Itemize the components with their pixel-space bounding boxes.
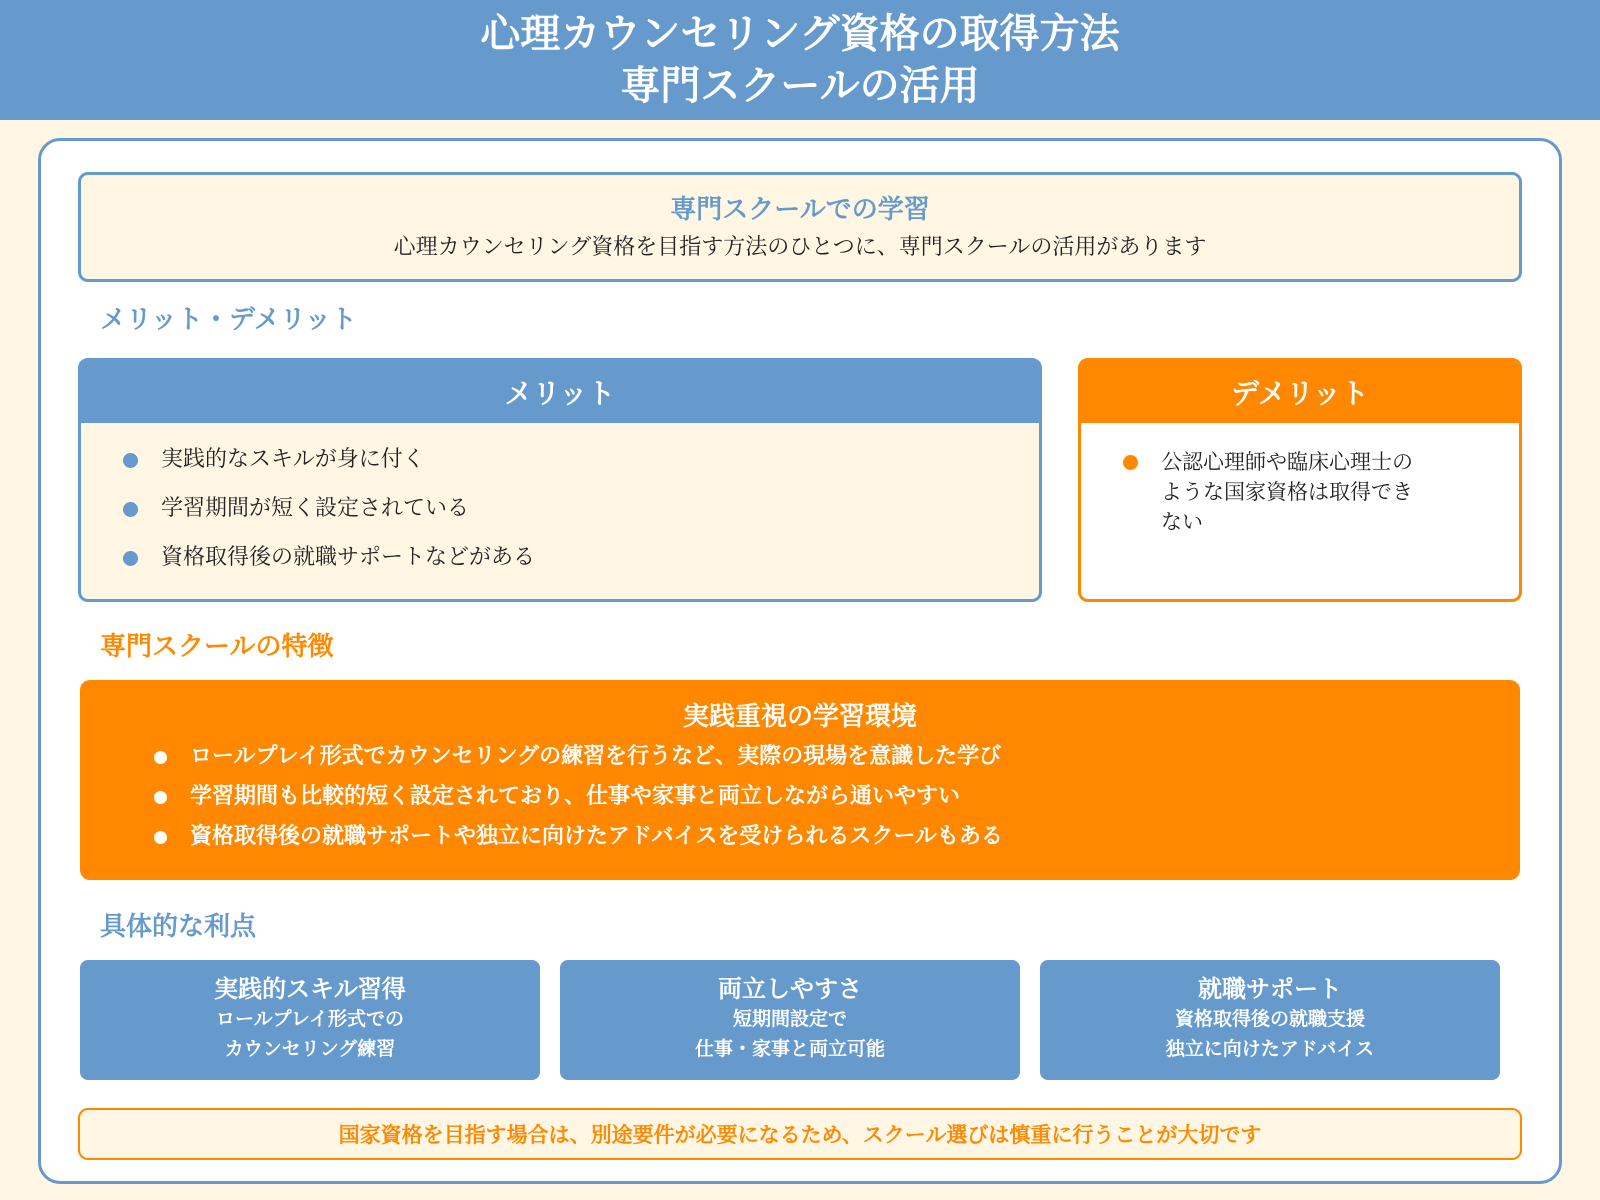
- demerit-card: [1078, 358, 1522, 602]
- benefit-line: 独立に向けたアドバイス: [1165, 1038, 1375, 1060]
- merit-card-title: メリット: [81, 361, 1039, 423]
- bullet-dot-icon: [1123, 455, 1138, 470]
- intro-title: 専門スクールでの学習: [670, 195, 930, 225]
- benefit-line: ロールプレイ形式での: [216, 1008, 404, 1030]
- caution-note: 国家資格を目指す場合は、別途要件が必要になるため、スクール選びは慎重に行うことが大切です: [78, 1108, 1522, 1160]
- feature-item-text: ロールプレイ形式でカウンセリングの練習を行うなど、実際の現場を意識した学び: [190, 744, 1002, 769]
- list-item: [121, 543, 1039, 573]
- benefit-line: カウンセリング練習: [224, 1038, 396, 1060]
- merit-item-text: 資格取得後の就職サポートなどがある: [161, 545, 536, 570]
- benefit-line: 仕事・家事と両立可能: [694, 1038, 885, 1060]
- feature-box: [80, 680, 1520, 880]
- list-item: [152, 782, 1520, 812]
- list-item: [152, 822, 1520, 852]
- section-label-benefits: 具体的な利点: [100, 912, 257, 942]
- merit-list: [81, 423, 1039, 573]
- feature-item-text: 資格取得後の就職サポートや独立に向けたアドバイスを受けられるスクールもある: [190, 824, 1003, 849]
- benefit-card: [1040, 960, 1500, 1080]
- demerit-item-text: 公認心理師や臨床心理士のような国家資格は取得できない: [1161, 450, 1413, 534]
- demerit-list: [1081, 423, 1519, 537]
- bullet-dot-icon: [154, 791, 167, 804]
- list-item: [1121, 447, 1421, 537]
- feature-title: 実践重視の学習環境: [682, 702, 917, 732]
- benefit-line: 短期間設定で: [732, 1008, 847, 1030]
- bullet-dot-icon: [123, 551, 138, 566]
- page-title-line2: 専門スクールの活用: [620, 63, 980, 109]
- page-header: [0, 0, 1600, 120]
- benefit-line: 資格取得後の就職支援: [1174, 1008, 1365, 1030]
- bullet-dot-icon: [154, 751, 167, 764]
- merit-card: [78, 358, 1042, 602]
- section-label-merit-demerit: メリット・デメリット: [100, 305, 357, 335]
- feature-item-text: 学習期間も比較的短く設定されており、仕事や家事と両立しながら通いやすい: [190, 784, 961, 809]
- bullet-dot-icon: [123, 453, 138, 468]
- list-item: [121, 494, 1039, 524]
- demerit-card-title: デメリット: [1081, 361, 1519, 423]
- feature-list: [80, 734, 1520, 852]
- merit-item-text: 学習期間が短く設定されている: [161, 496, 470, 521]
- benefit-title: 両立しやすさ: [718, 975, 862, 1003]
- bullet-dot-icon: [154, 831, 167, 844]
- bullet-dot-icon: [123, 502, 138, 517]
- section-label-features: 専門スクールの特徴: [100, 632, 334, 662]
- intro-box: [78, 172, 1522, 282]
- benefit-card: [560, 960, 1020, 1080]
- intro-text: 心理カウンセリング資格を目指す方法のひとつに、専門スクールの活用があります: [393, 235, 1207, 260]
- page-title-line1: 心理カウンセリング資格の取得方法: [480, 11, 1120, 57]
- benefit-title: 就職サポート: [1198, 975, 1342, 1003]
- benefit-card: [80, 960, 540, 1080]
- list-item: [121, 445, 1039, 475]
- list-item: [152, 742, 1520, 772]
- benefit-title: 実践的スキル習得: [214, 975, 406, 1003]
- merit-item-text: 実践的なスキルが身に付く: [161, 447, 425, 472]
